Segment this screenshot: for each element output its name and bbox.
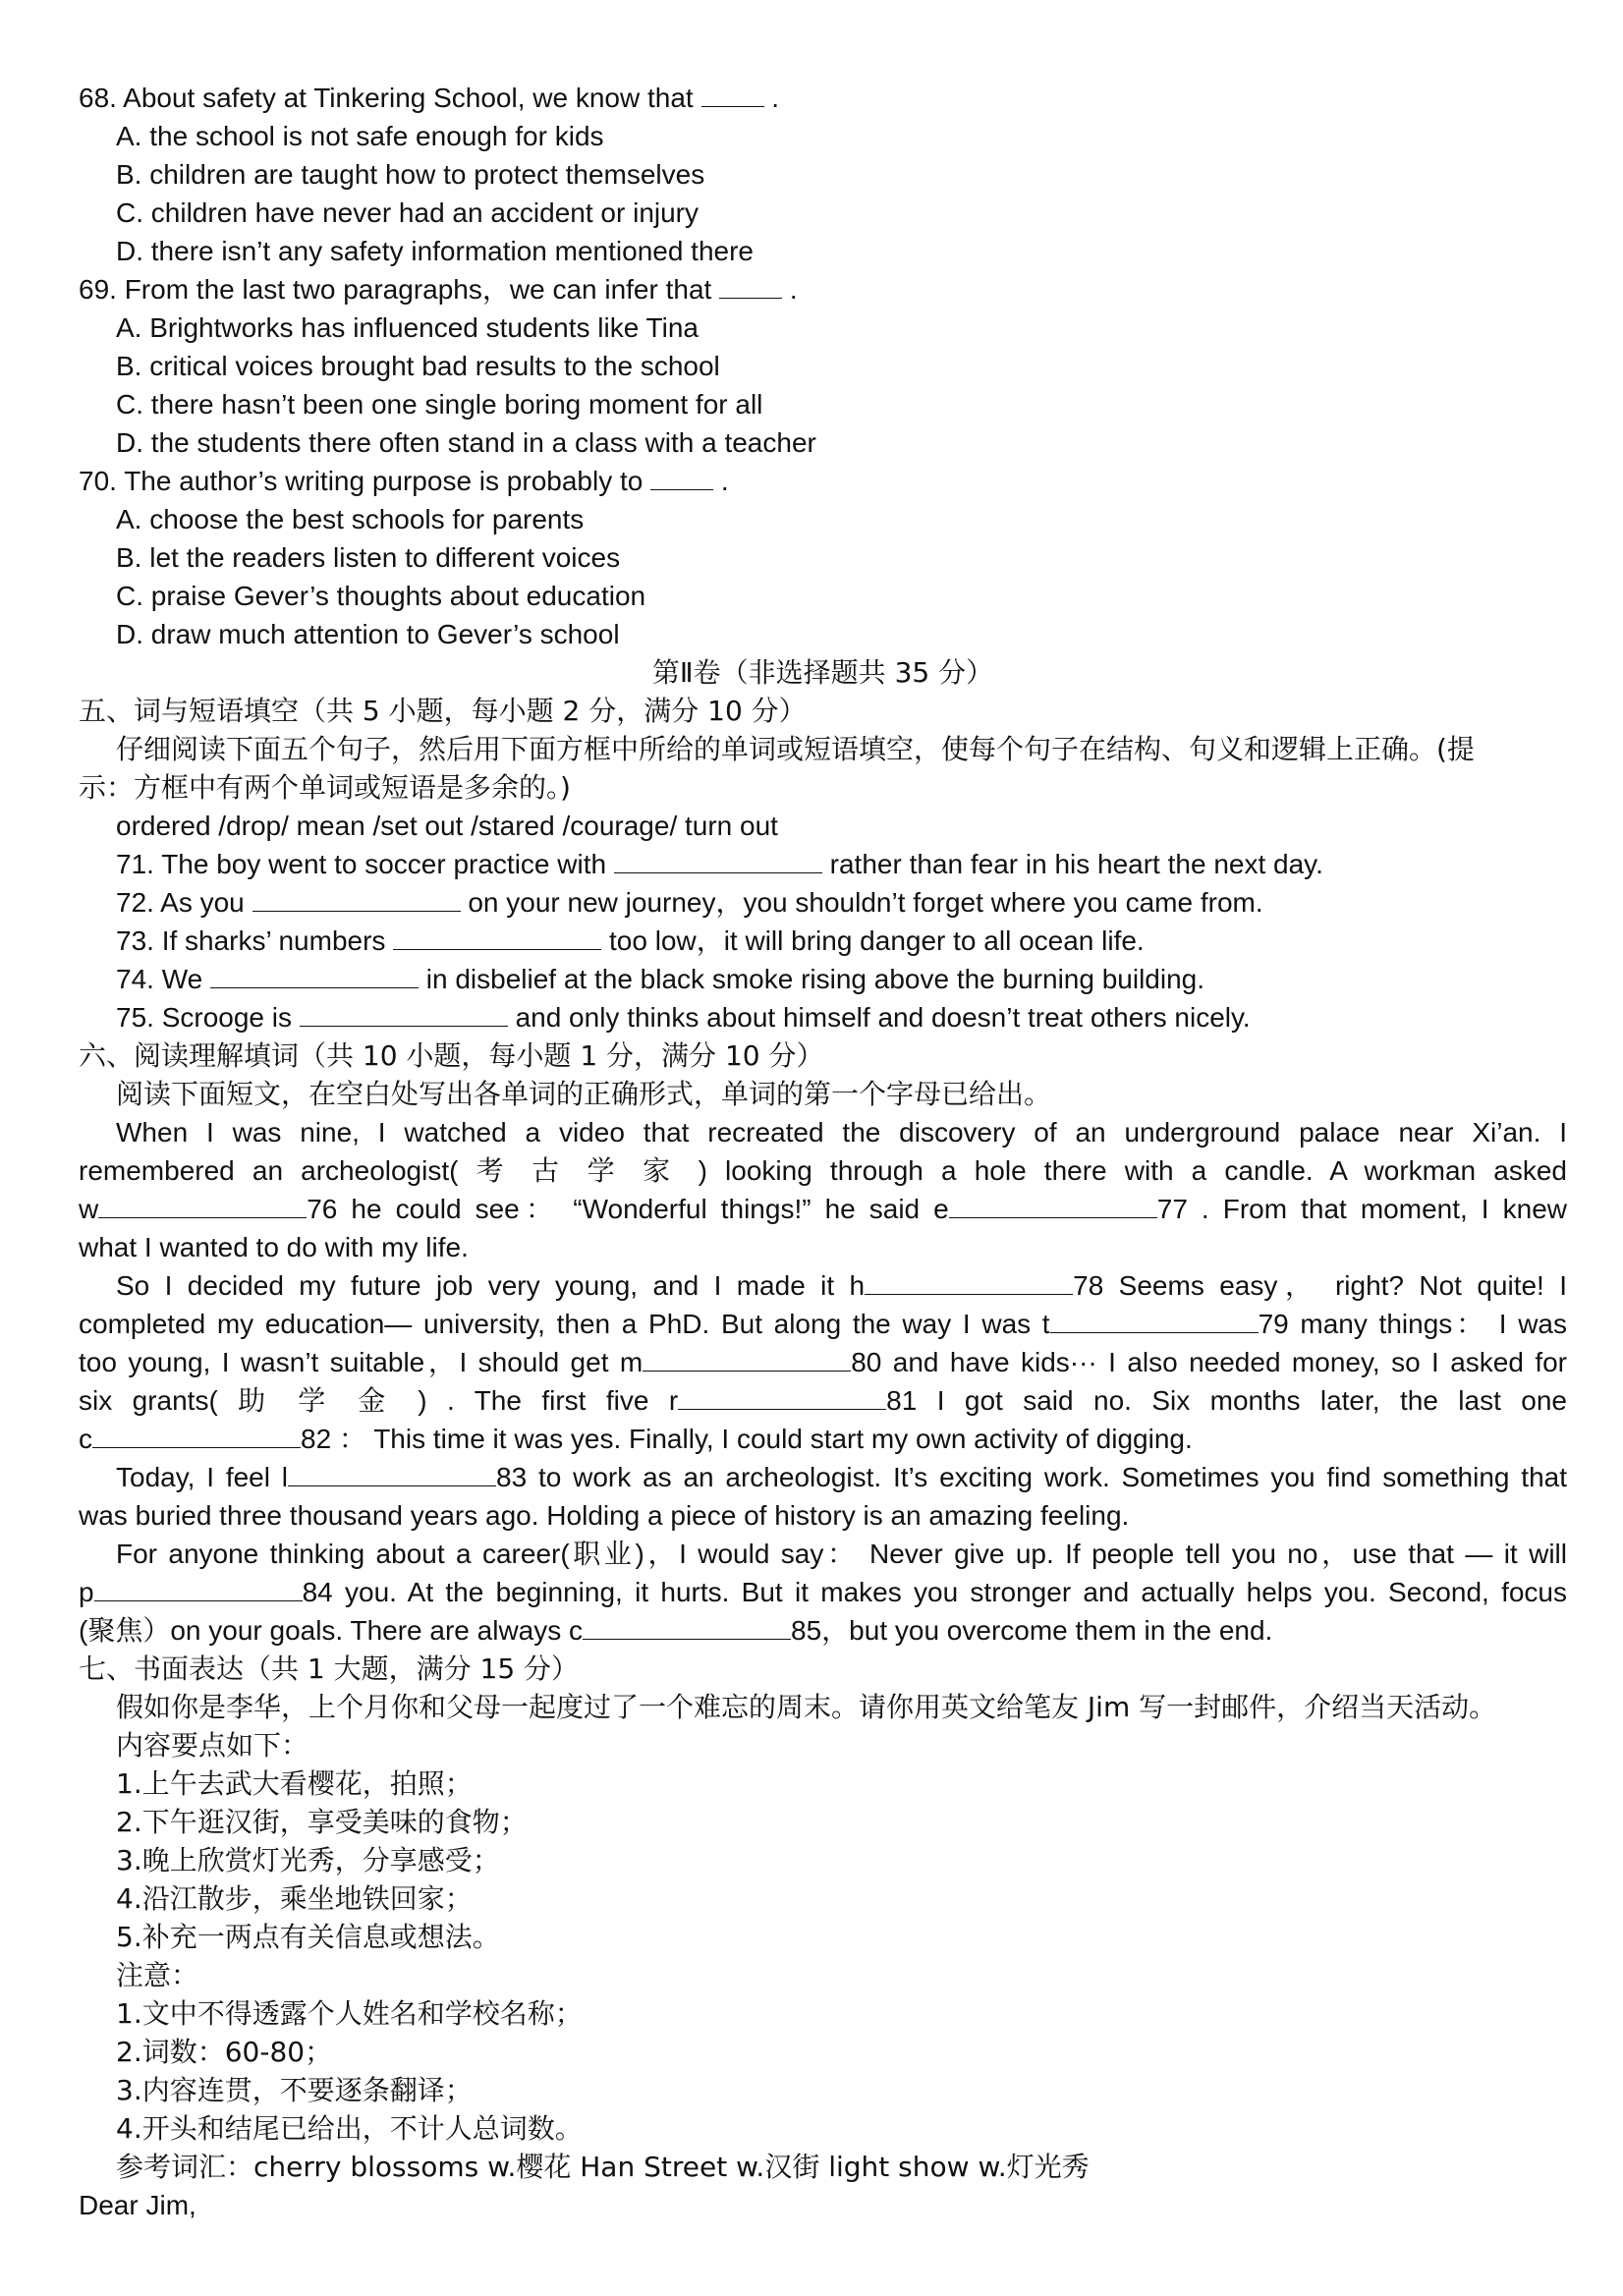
- section-heading: 七、书面表达（共 1 大题，满分 15 分）: [79, 1652, 580, 1685]
- answer-blank: [701, 83, 764, 107]
- section-instructions: 仔细阅读下面五个句子，然后用下面方框中所给的单词或短语填空，使每个句子在结构、句义和逻辑上正确。(提: [116, 733, 1475, 765]
- letter-salutation: Dear Jim,: [79, 2190, 196, 2220]
- passage-line: For anyone thinking about a career(职业)，I would say： Never give up. If people tell you no，use that — it will: [116, 1539, 1567, 1569]
- writing-prompt: 假如你是李华，上个月你和父母一起度过了一个难忘的周末。请你用英文给笔友 Jim 写一封邮件，介绍当天活动。: [116, 1691, 1497, 1723]
- option-c: C. praise Gever’s thoughts about education: [116, 581, 646, 611]
- content-point: 5.补充一两点有关信息或想法。: [116, 1921, 500, 1953]
- answer-blank: [300, 1002, 508, 1027]
- option-b: B. children are taught how to protect themselves: [116, 159, 705, 190]
- answer-blank-78: [865, 1270, 1073, 1295]
- section-heading: 五、词与短语填空（共 5 小题，每小题 2 分，满分 10 分）: [79, 695, 807, 727]
- reference-vocab: 参考词汇：cherry blossoms w.樱花 Han Street w.汉街 light show w.灯光秀: [116, 2151, 1090, 2183]
- option-b: B. let the readers listen to different voices: [116, 542, 621, 573]
- passage-line: (聚焦）on your goals. There are always c 85，but you overcome them in the end.: [79, 1615, 1273, 1646]
- answer-blank-76: [98, 1194, 307, 1218]
- content-point: 2.下午逛汉街，享受美味的食物；: [116, 1806, 528, 1838]
- option-c: C. children have never had an accident or injury: [116, 197, 700, 228]
- points-label: 内容要点如下：: [116, 1729, 309, 1762]
- content-point: 1.上午去武大看樱花，拍照；: [116, 1767, 473, 1800]
- option-b: B. critical voices brought bad results to the school: [116, 351, 720, 381]
- question-69: [79, 270, 1567, 462]
- sentence-71: 71. The boy went to soccer practice with rather than fear in his heart the next day.: [116, 849, 1323, 879]
- question-70: [79, 462, 1567, 653]
- sentence-73: 73. If sharks’ numbers too low，it will bring danger to all ocean life.: [116, 925, 1145, 956]
- note-item: 1.文中不得透露个人姓名和学校名称；: [116, 1997, 583, 2030]
- answer-blank-84: [94, 1577, 303, 1601]
- question-68: [79, 79, 1567, 270]
- option-a: A. Brightworks has influenced students like Tina: [116, 312, 699, 343]
- note-item: 2.词数：60-80；: [116, 2036, 333, 2068]
- answer-blank: [210, 964, 419, 988]
- answer-blank-81: [678, 1385, 886, 1410]
- passage-line: six grants( 助 学 金 ) . The first five r 81 I got said no. Six months later, the last one: [79, 1385, 1567, 1416]
- passage-line: When I was nine, I watched a video that recreated the discovery of an underground palace near Xi’an. I: [116, 1117, 1567, 1148]
- passage-line: remembered an archeologist( 考 古 学 家 ) looking through a hole there with a candle. A workman asked: [79, 1155, 1567, 1186]
- content-point: 3.晚上欣赏灯光秀，分享感受；: [116, 1844, 500, 1876]
- note-item: 4.开头和结尾已给出，不计人总词数。: [116, 2112, 583, 2145]
- answer-blank-80: [643, 1347, 851, 1372]
- passage-line: too young, I wasn’t suitable，I should get m 80 and have kids··· I also needed money, so I asked for: [79, 1347, 1568, 1377]
- sentence-72: 72. As you on your new journey，you shouldn’t forget where you came from.: [116, 887, 1263, 918]
- question-stem: 68. About safety at Tinkering School, we know that .: [79, 83, 780, 113]
- answer-blank: [614, 849, 822, 873]
- option-a: A. choose the best schools for parents: [116, 504, 585, 534]
- note-item: 3.内容连贯，不要逐条翻译；: [116, 2074, 473, 2106]
- answer-blank-77: [949, 1194, 1157, 1218]
- option-a: A. the school is not safe enough for kids: [116, 121, 604, 151]
- section-instructions: 阅读下面短文，在空白处写出各单词的正确形式，单词的第一个字母已给出。: [116, 1078, 1052, 1110]
- option-d: D. the students there often stand in a class with a teacher: [116, 427, 816, 458]
- content-point: 4.沿江散步，乘坐地铁回家；: [116, 1882, 473, 1915]
- answer-blank-82: [92, 1424, 301, 1448]
- section-instructions-cont: 示：方框中有两个单词或短语是多余的。): [79, 771, 571, 804]
- passage-line: p 84 you. At the beginning, it hurts. But it makes you stronger and actually helps you. Second, focus: [79, 1577, 1567, 1607]
- section-5: [79, 692, 1567, 1036]
- question-stem: 69. From the last two paragraphs，we can infer that .: [79, 274, 798, 305]
- option-d: D. there isn’t any safety information mentioned there: [116, 236, 755, 266]
- answer-blank: [393, 925, 601, 950]
- answer-blank: [650, 466, 713, 490]
- passage-line: So I decided my future job very young, and I made it h 78 Seems easy， right? Not quite! I: [116, 1270, 1568, 1301]
- passage-line: what I wanted to do with my life.: [79, 1232, 469, 1262]
- passage-line: was buried three thousand years ago. Holding a piece of history is an amazing feeling.: [79, 1500, 1130, 1531]
- answer-blank: [719, 274, 782, 299]
- passage-line: completed my education— university, then a PhD. But along the way I was t 79 many things： I was: [79, 1309, 1567, 1339]
- part-title: 第Ⅱ卷（非选择题共 35 分）: [651, 656, 994, 689]
- answer-blank-83: [288, 1462, 496, 1486]
- section-6: [79, 1036, 1567, 1650]
- notes-label: 注意：: [116, 1959, 199, 1991]
- answer-blank-79: [1050, 1309, 1259, 1333]
- option-c: C. there hasn’t been one single boring moment for all: [116, 389, 763, 420]
- sentence-74: 74. We in disbelief at the black smoke rising above the burning building.: [116, 964, 1205, 994]
- answer-blank-85: [583, 1615, 791, 1640]
- passage-line: Today, I feel l 83 to work as an archeologist. It’s exciting work. Sometimes you find something that: [116, 1462, 1568, 1492]
- question-stem: 70. The author’s writing purpose is probably to .: [79, 466, 729, 496]
- section-7: [79, 1650, 1567, 2224]
- sentence-75: 75. Scrooge is and only thinks about himself and doesn’t treat others nicely.: [116, 1002, 1251, 1033]
- answer-blank: [252, 887, 461, 912]
- passage-line: c 82 ： This time it was yes. Finally, I could start my own activity of digging.: [79, 1424, 1193, 1454]
- word-box: ordered /drop/ mean /set out /stared /courage/ turn out: [116, 811, 778, 841]
- passage-line: w 76 he could see： “Wonderful things!” he said e 77 . From that moment, I knew: [79, 1194, 1567, 1224]
- option-d: D. draw much attention to Gever’s school: [116, 619, 620, 649]
- section-heading: 六、阅读理解填词（共 10 小题，每小题 1 分，满分 10 分）: [79, 1039, 824, 1072]
